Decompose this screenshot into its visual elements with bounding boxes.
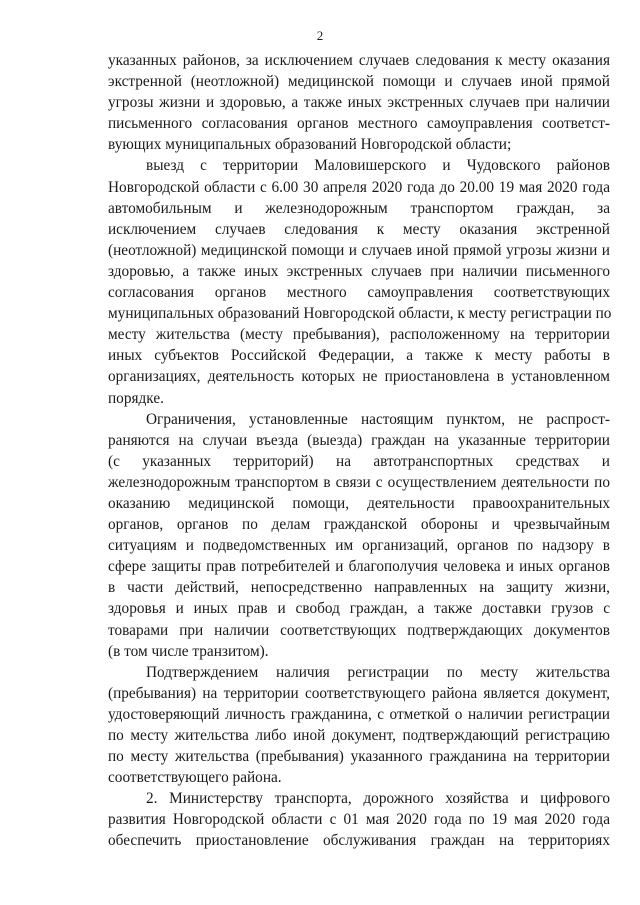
text-line: экстренной (неотложной) медицинской помощи и случаев иной прямой xyxy=(108,73,610,91)
text-line: организациях, деятельность которых не приостановлена в установленном xyxy=(108,368,610,386)
text-line: автомобильным и железнодорожным транспортом граждан, за xyxy=(108,199,610,217)
text-line: указанных районов, за исключением случаев следования к месту оказания xyxy=(108,52,610,69)
paragraph xyxy=(108,662,610,789)
text-line: раняются на случаи въезда (выезда) граждан на указанные территории xyxy=(108,431,610,449)
text-line: письменного согласования органов местного самоуправления соответст- xyxy=(108,115,610,133)
text-line: по месту жительства либо иной документ, подтверждающий регистрацию xyxy=(108,727,610,744)
text-line: обеспечить приостановление обслуживания граждан на территориях xyxy=(108,832,610,850)
text-line: угрозы жизни и здоровью, а также иных экстренных случаев при наличии xyxy=(108,94,610,112)
paragraph xyxy=(108,409,610,662)
text-line: здоровью, а также иных экстренных случаев при наличии письменного xyxy=(108,262,610,280)
text-line: иных субъектов Российской Федерации, а также к месту работы в xyxy=(108,347,610,365)
text-line: порядке. xyxy=(108,389,164,407)
text-line: сфере защиты прав потребителей и благополучия человека и иных органов xyxy=(108,558,610,576)
paragraph xyxy=(108,788,610,851)
text-line: железнодорожным транспортом в связи с осуществлением деятельности по xyxy=(108,473,610,491)
text-line: муниципальных образований Новгородской области, к месту регистрации по xyxy=(108,305,612,323)
paragraph xyxy=(108,50,610,155)
text-line: (с указанных территорий) на автотранспортных средствах и xyxy=(108,452,610,470)
text-line: ситуациям и подведомственных им организаций, органов по надзору в xyxy=(108,537,610,555)
text-line: исключением случаев следования к месту оказания экстренной xyxy=(108,220,610,238)
text-line: здоровья и иных прав и свобод граждан, а также доставки грузов с xyxy=(108,600,610,618)
text-line: 2. Министерству транспорта, дорожного хозяйства и цифрового xyxy=(146,790,610,808)
text-line: (неотложной) медицинской помощи и случаев иной прямой угрозы жизни и xyxy=(108,241,610,259)
text-line: удостоверяющий личность гражданина, с отметкой о наличии регистрации xyxy=(108,705,610,723)
text-line: (в том числе транзитом). xyxy=(108,642,269,660)
text-line: согласования органов местного самоуправления соответствующих xyxy=(108,284,610,302)
text-line: вующих муниципальных образований Новгородской области; xyxy=(108,136,512,154)
text-line: Новгородской области с 6.00 30 апреля 2020 года до 20.00 19 мая 2020 года xyxy=(108,178,610,196)
paragraph xyxy=(108,155,610,408)
text-line: Подтверждением наличия регистрации по месту жительства xyxy=(146,663,610,681)
text-line: оказанию медицинской помощи, деятельности правоохранительных xyxy=(108,494,610,512)
text-line: по месту жительства (пребывания) указанного гражданина на территории xyxy=(108,748,610,766)
text-line: в части действий, непосредственно направленных на защиту жизни, xyxy=(108,579,610,597)
text-line: развития Новгородской области с 01 мая 2020 года по 19 мая 2020 года xyxy=(108,811,610,829)
text-line: органов, органов по делам гражданской обороны и чрезвычайным xyxy=(108,516,610,534)
text-line: месту жительства (месту пребывания), расположенному на территории xyxy=(108,326,610,344)
text-line: соответствующего района. xyxy=(108,769,282,787)
text-line: товарами при наличии соответствующих подтверждающих документов xyxy=(108,621,610,639)
page-number: 2 xyxy=(316,28,324,43)
document-body xyxy=(108,50,610,852)
text-line: выезд с территории Маловишерского и Чудовского районов xyxy=(146,157,610,175)
text-line: (пребывания) на территории соответствующего района является документ, xyxy=(108,684,610,702)
text-line: Ограничения, установленные настоящим пунктом, не распрост- xyxy=(146,410,610,428)
